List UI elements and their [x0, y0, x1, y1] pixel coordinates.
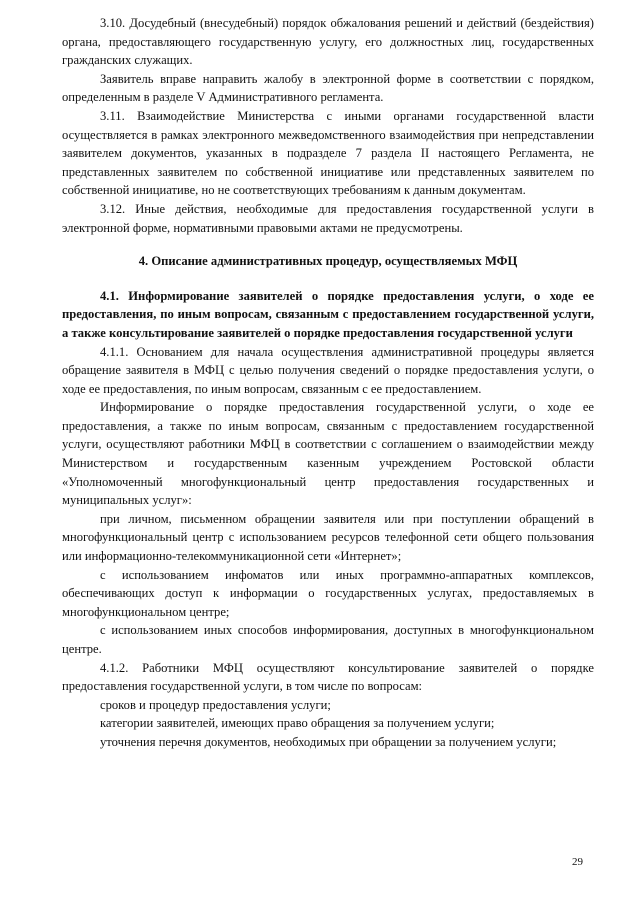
- list-item-infomats: с использованием инфоматов или иных программно-аппаратных комплексов, обеспечивающих доступ к информации о государственных услугах, предоставляемых в многофункциональном центре;: [62, 567, 594, 619]
- list-item-personal-request: при личном, письменном обращении заявителя или при поступлении обращений в многофункциональный центр с использованием ресурсов телефонной сети общего пользования или информационно-телекоммуникационной сети «Интернет»;: [62, 511, 594, 564]
- paragraph-4-1-2: 4.1.2. Работники МФЦ осуществляют консультирование заявителей о порядке предоставления государственной услуги, в том числе по вопросам:: [62, 660, 594, 694]
- list-item-deadlines: сроков и процедур предоставления услуги;: [100, 697, 331, 712]
- page-number: 29: [572, 856, 583, 868]
- section-heading: 4. Описание административных процедур, осуществляемых МФЦ: [138, 254, 518, 269]
- list-item-document-list: уточнения перечня документов, необходимых при обращении за получением услуги;: [100, 734, 557, 749]
- paragraph-3-10: 3.10. Досудебный (внесудебный) порядок обжалования решений и действий (бездействия) органа, предоставляющего государственную услугу, его должностных лиц, государственных гражданских служащих.: [62, 16, 594, 68]
- paragraph-informing: Информирование о порядке предоставления государственной услуги, о ходе ее предоставления, а также по иным вопросам, связанным с предоставлением государственной услуги, осуществляют работники МФЦ в соответствии с соглашением о взаимодействии между Министерством и государственным казенным учреждением Ростовской области «Уполномоченный многофункциональный центр предоставления государственных и муниципальных услуг»:: [62, 400, 594, 508]
- paragraph-3-11: 3.11. Взаимодействие Министерства с иными органами государственной власти осуществляется в рамках электронного межведомственного взаимодействия при непредставлении заявителем документов, указанных в подразделе 7 раздела II настоящего Регламента, не представленных заявителем по собственной инициативе или представленных заявителем по собственной инициативе, но не соответствующих требованиям к данным документам.: [62, 108, 594, 198]
- subsection-heading: 4.1. Информирование заявителей о порядке предоставления услуги, о ходе ее предоставления, по иным вопросам, связанным с предоставлением государственной услуги, а также консультирование заявителей о порядке предоставления государственной услуги: [62, 288, 594, 340]
- paragraph-4-1-1: 4.1.1. Основанием для начала осуществления административной процедуры является обращение заявителя в МФЦ с целью получения сведений о порядке предоставления услуги, о ходе ее предоставления, по иным вопросам, связанным с ее предоставлением.: [62, 344, 594, 396]
- document-body: [62, 14, 594, 752]
- paragraph-3-12: 3.12. Иные действия, необходимые для предоставления государственной услуги в электронной форме, нормативными правовыми актами не предусмотрены.: [62, 201, 594, 235]
- list-item-applicant-categories: категории заявителей, имеющих право обращения за получением услуги;: [100, 716, 495, 731]
- list-item-other-methods: с использованием иных способов информирования, доступных в многофункциональном центре.: [62, 623, 594, 656]
- paragraph-complaint-right: Заявитель вправе направить жалобу в электронной форме в соответствии с порядком, определенным в разделе V Административного регламента.: [62, 71, 594, 105]
